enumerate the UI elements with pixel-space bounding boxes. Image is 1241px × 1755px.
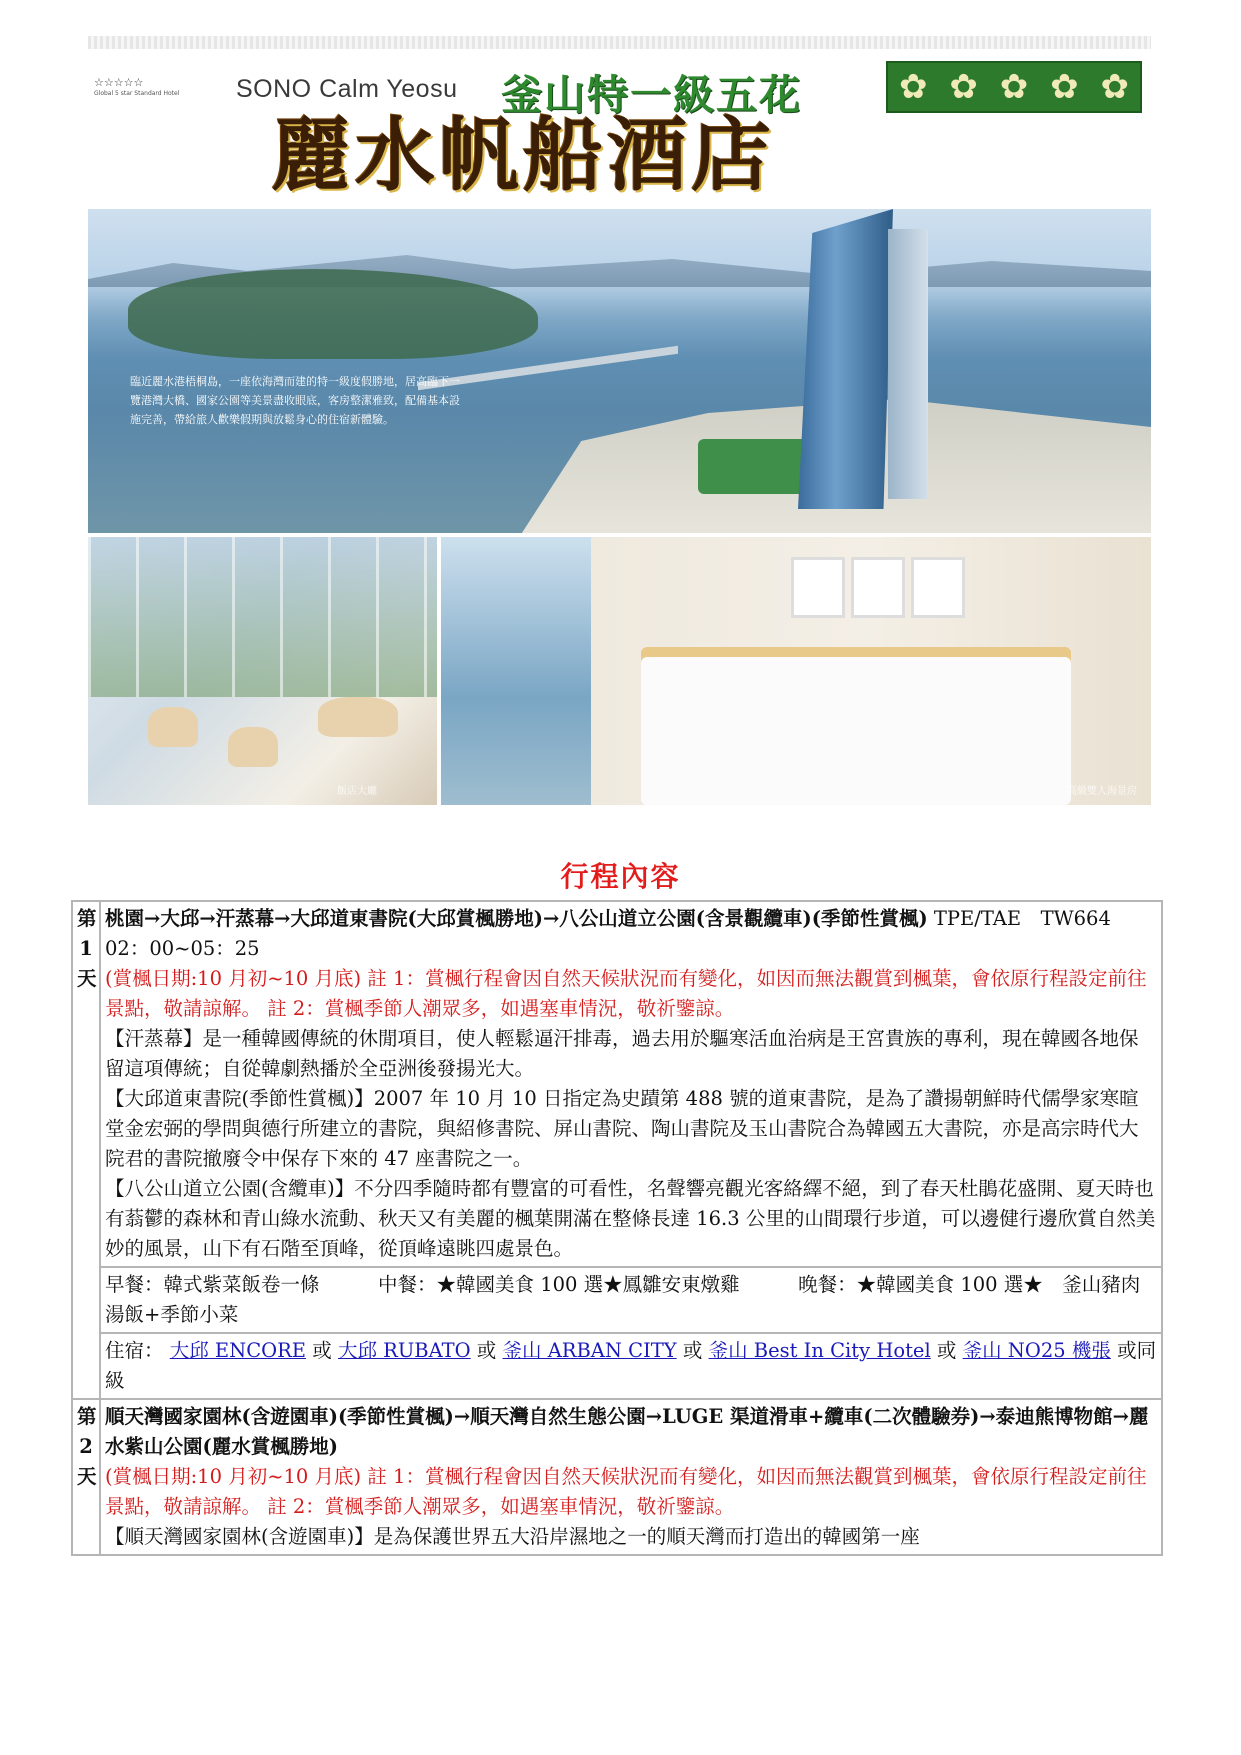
hotel-link[interactable]: 釜山 ARBAN CITY	[502, 1339, 677, 1362]
day2-content	[100, 1399, 1162, 1555]
five-star-badge	[94, 77, 179, 99]
day1-route: 桃園→大邱→汗蒸幕→大邱道東書院(大邱賞楓勝地)→八公山道立公園(含景觀纜車)(季節性賞楓) TPE/TAE TW664 02：00~05：25	[105, 907, 1131, 960]
lobby-sofa	[318, 697, 398, 737]
day1-row-meals	[72, 1267, 1162, 1333]
room-caption: 高級雙人海景房	[1067, 786, 1137, 797]
day1-row-main	[72, 901, 1162, 1267]
day1-note: (賞楓日期:10 月初~10 月底) 註 1：賞楓行程會因自然天候狀況而有變化，如因而無法觀賞到楓葉，會依原行程設定前往景點，敬請諒解。 註 2：賞楓季節人潮眾多，如遇塞車情況，敬祈鑒諒。	[105, 967, 1147, 1020]
top-decor-strip	[88, 36, 1151, 49]
flower-icon: ✿	[1050, 67, 1079, 107]
flower-icon: ✿	[949, 67, 978, 107]
room-bed	[641, 657, 1071, 805]
stars-icon: ☆☆☆☆☆	[94, 76, 144, 89]
day2-route: 順天灣國家園林(含遊園車)(季節性賞楓)→順天灣自然生態公園→LUGE 渠道滑車+纜車(二次體驗券)→泰迪熊博物館→麗水紫山公園(麗水賞楓勝地)	[105, 1405, 1149, 1458]
day1-label: 第 1 天	[72, 901, 100, 1399]
section-title: 行程內容	[560, 860, 681, 893]
flower-icon: ✿	[1100, 67, 1129, 107]
wall-art	[851, 557, 905, 618]
lobby-photo	[88, 537, 437, 805]
day1-stay: 住宿： 大邱 ENCORE 或 大邱 RUBATO 或 釜山 ARBAN CITY 或 釜山 Best In City Hotel 或 釜山 NO25 機張 或同級	[100, 1333, 1162, 1399]
flower-icon: ✿	[898, 67, 928, 107]
hotel-banner	[88, 49, 1151, 209]
hotel-link[interactable]: 釜山 Best In City Hotel	[708, 1339, 931, 1362]
wall-art	[791, 557, 845, 618]
day1-meals: 早餐：韓式紫菜飯卷一條 中餐：★韓國美食 100 選★鳳雛安東燉雞 晚餐：★韓國美食 100 選★ 釜山豬肉湯飯+季節小菜	[100, 1267, 1162, 1333]
photo-hotel-sail	[888, 229, 928, 499]
stars-subtitle: Global 5 star Standard Hotel	[94, 90, 180, 97]
day2-paragraph: 【順天灣國家園林(含遊園車)】是為保護世界五大沿岸濕地之一的順天灣而打造出的韓國第一座	[105, 1525, 920, 1548]
room-photo	[441, 537, 1151, 805]
photo-green-roof	[698, 439, 808, 494]
day1-paragraph: 【八公山道立公園(含纜車)】不分四季隨時都有豐富的可看性，名聲響亮觀光客絡繹不絕，到了春天杜鵑花盛開、夏天時也有蓊鬱的森林和青山綠水流動、秋天又有美麗的楓葉開滿在整條長達 16.3 公里的山間環行步道，可以邊健行邊欣賞自然美妙的風景，山下有石階至頂峰，從頂峰遠眺四處景色。	[105, 1177, 1156, 1260]
hotel-link[interactable]: 大邱 ENCORE	[169, 1339, 307, 1362]
day1-paragraph: 【大邱道東書院(季節性賞楓)】2007 年 10 月 10 日指定為史蹟第 488 號的道東書院，是為了讚揚朝鮮時代儒學家寒暄堂金宏弼的學問與德行所建立的書院，與紹修書院、屏山書院、陶山書院及玉山書院合為韓國五大書院，亦是高宗時代大院君的書院撤廢令中保存下來的 47 座書院之一。	[105, 1087, 1139, 1170]
hotel-exterior-photo	[88, 209, 1151, 533]
hotel-link[interactable]: 釜山 NO25 機張	[962, 1339, 1111, 1362]
photo-overlay-text: 臨近麗水港梧桐島，一座依海灣而建的特一級度假勝地，居高臨下一覽港灣大橋、國家公園等美景盡收眼底，客房整潔雅致，配備基本設施完善，帶給旅人歡樂假期與放鬆身心的住宿新體驗。	[130, 375, 460, 426]
day1-content	[100, 901, 1162, 1267]
lobby-window	[88, 537, 437, 697]
hotel-grade: 釜山特一級五花	[501, 71, 802, 119]
day2-note: (賞楓日期:10 月初~10 月底) 註 1：賞楓行程會因自然天候狀況而有變化，如因而無法觀賞到楓葉，會依原行程設定前往景點，敬請諒解。 註 2：賞楓季節人潮眾多，如遇塞車情況，敬祈鑒諒。	[105, 1465, 1147, 1518]
day2-row-main	[72, 1399, 1162, 1555]
day1-paragraph: 【汗蒸幕】是一種韓國傳統的休閒項目，使人輕鬆逼汗排毒，過去用於驅寒活血治病是王宮貴族的專利，現在韓國各地保留這項傳統；自從韓劇熱播於全亞洲後發揚光大。	[105, 1027, 1139, 1080]
day2-label: 第 2 天	[72, 1399, 100, 1555]
hotel-link[interactable]: 大邱 RUBATO	[337, 1339, 471, 1362]
five-flower-rating	[886, 61, 1142, 113]
hotel-chinese-name: 麗水帆船酒店	[271, 109, 775, 202]
flower-icon: ✿	[999, 67, 1029, 107]
lobby-caption: 飯店大廳	[337, 786, 377, 797]
day1-row-stay	[72, 1333, 1162, 1399]
hotel-english-name: SONO Calm Yeosu	[236, 75, 458, 103]
lobby-chair	[148, 707, 198, 747]
wall-art	[911, 557, 965, 618]
room-window	[441, 537, 591, 805]
photo-hotel-tower	[798, 209, 893, 509]
lobby-chair	[228, 727, 278, 767]
itinerary-table	[71, 900, 1163, 1556]
